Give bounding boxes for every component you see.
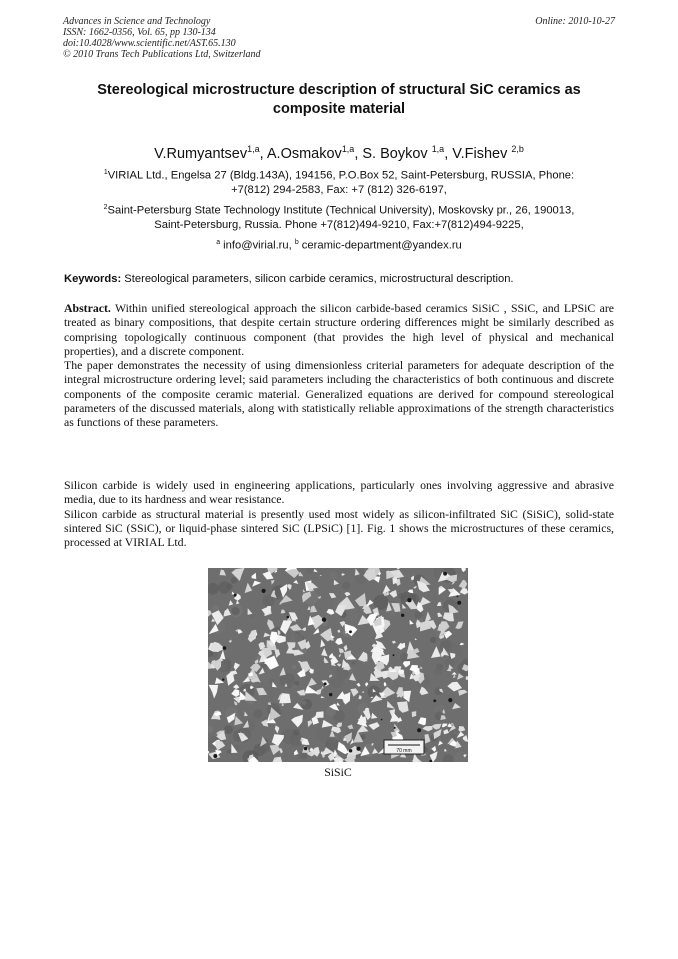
email-mark: a bbox=[216, 239, 221, 246]
pore bbox=[304, 747, 307, 750]
journal-name: Advances in Science and Technology bbox=[63, 16, 211, 27]
affiliation-mark: 1 bbox=[103, 169, 108, 176]
pore bbox=[357, 747, 361, 751]
author-name: S. Boykov bbox=[362, 145, 432, 162]
sic-grain bbox=[218, 581, 230, 593]
affiliation-mark: 2 bbox=[103, 204, 108, 211]
pore bbox=[443, 572, 447, 576]
pore bbox=[457, 595, 459, 597]
pore bbox=[322, 618, 326, 622]
abstract-paragraph: The paper demonstrates the necessity of using dimensionless criterial parameters for adequate description of the integral microstructure ordering level; said parameters including the characteristics of both continuous and discrete components of the composite ceramic material. Generalized equations are derived for compound stereological parameters of the discussed materials, along with statistically reliable approximations of the strength characteristics as functions of these parameters. bbox=[64, 358, 614, 430]
author-affil-mark: 1,a bbox=[431, 144, 445, 154]
sic-grain bbox=[414, 611, 422, 619]
pore bbox=[393, 654, 395, 656]
sic-grain bbox=[252, 717, 257, 722]
paper-title bbox=[64, 81, 614, 119]
introduction bbox=[64, 478, 614, 549]
sic-grain bbox=[231, 607, 240, 616]
micrograph-image bbox=[208, 568, 468, 762]
sic-grain bbox=[430, 637, 436, 643]
body-paragraph: Silicon carbide is widely used in engineering applications, particularly ones involving aggressive and abrasive media, due to its hardness and wear resistance. bbox=[64, 478, 614, 507]
author-affil-mark: 2,b bbox=[511, 144, 524, 154]
abstract-label: Abstract. bbox=[64, 301, 111, 315]
pore bbox=[394, 727, 396, 729]
abstract bbox=[64, 301, 614, 430]
author-list bbox=[64, 140, 614, 163]
sic-grain bbox=[295, 681, 300, 686]
sic-grain bbox=[434, 667, 442, 675]
pore bbox=[457, 601, 461, 605]
keywords bbox=[64, 272, 614, 287]
keywords-label: Keywords: bbox=[64, 273, 122, 285]
journal-header bbox=[63, 16, 615, 60]
issn-line: ISSN: 1662-0356, Vol. 65, pp 130-134 bbox=[63, 27, 216, 38]
pore bbox=[381, 719, 383, 721]
sic-grain bbox=[348, 575, 355, 582]
pore bbox=[234, 594, 237, 597]
keywords-text: Stereological parameters, silicon carbide ceramics, microstructural description. bbox=[121, 273, 514, 285]
sic-grain bbox=[391, 657, 399, 665]
sic-grain bbox=[293, 729, 299, 735]
affiliation-line: +7(812) 294-2583, Fax: +7 (812) 326-6197, bbox=[231, 184, 447, 197]
pore bbox=[213, 754, 217, 758]
email-mark: b bbox=[294, 239, 299, 246]
copyright-line: © 2010 Trans Tech Publications Ltd, Switzerland bbox=[63, 49, 261, 60]
doi-line: doi:10.4028/www.scientific.net/AST.65.130 bbox=[63, 38, 236, 49]
online-date: Online: 2010-10-27 bbox=[535, 16, 615, 27]
pore bbox=[401, 614, 404, 617]
sic-grain bbox=[285, 611, 289, 615]
abstract-text: Within unified stereological approach the silicon carbide-based ceramics SiSiC , SSiC, and LPSiC are treated as binary compositions, that despite certain structure ordering differences might be similarly described as comprising topologically continuous component (that provides the high level of physical and mechanical properties), and a discrete component. bbox=[64, 301, 614, 358]
sic-grain bbox=[329, 571, 337, 579]
author-affil-mark: 1,a bbox=[341, 144, 355, 154]
sic-grain bbox=[316, 727, 330, 741]
micrograph-figure bbox=[208, 568, 468, 762]
scale-bar bbox=[384, 740, 424, 754]
pore bbox=[433, 699, 436, 702]
pore bbox=[407, 598, 411, 602]
silicon-phase-patch bbox=[315, 711, 323, 717]
abstract-paragraph bbox=[64, 301, 614, 358]
pore bbox=[222, 678, 224, 680]
sic-grain bbox=[231, 577, 238, 584]
affiliation-line: VIRIAL Ltd., Engelsa 27 (Bldg.143A), 194156, P.O.Box 52, Saint-Petersburg, RUSSIA, Phone: bbox=[107, 169, 575, 182]
pore bbox=[223, 646, 227, 650]
pore bbox=[324, 682, 327, 685]
title-line-2: composite material bbox=[272, 101, 406, 117]
sic-grain bbox=[323, 665, 338, 680]
sic-grain bbox=[224, 725, 233, 734]
body-paragraph: Silicon carbide as structural material is presently used most widely as silicon-infiltrated SiC (SiSiC), solid-state sintered SiC (SSiC), or liquid-phase sintered SiC (LPSiC) [1]. Fig. 1 shows the microstructures of these ceramics, processed at VIRIAL Ltd. bbox=[64, 506, 614, 550]
scale-bar-label: 70 mm bbox=[396, 748, 412, 754]
author-separator: , bbox=[259, 145, 267, 162]
sic-grain bbox=[352, 661, 356, 665]
pore bbox=[448, 698, 452, 702]
sic-grain bbox=[302, 701, 306, 705]
pore bbox=[329, 693, 332, 696]
affiliation-line: Saint-Petersburg, Russia. Phone +7(812)494-9210, Fax:+7(812)494-9225, bbox=[154, 219, 524, 232]
sic-grain bbox=[292, 665, 297, 670]
author-name: V.Fishev bbox=[452, 145, 512, 162]
pore bbox=[417, 728, 421, 732]
sic-grain bbox=[342, 582, 350, 590]
pore bbox=[349, 749, 352, 752]
sic-grain bbox=[373, 595, 388, 610]
email-line bbox=[64, 236, 614, 253]
pore bbox=[287, 616, 290, 619]
title-line-1: Stereological microstructure description of structural SiC ceramics as bbox=[97, 82, 581, 98]
affiliation-2 bbox=[64, 201, 614, 233]
affiliation-line: Saint-Petersburg State Technology Institute (Technical University), Moskovsky pr., 26, 190013, bbox=[107, 204, 575, 217]
figure-caption: SiSiC bbox=[324, 765, 352, 779]
pore bbox=[349, 630, 352, 633]
affiliation-1 bbox=[64, 166, 614, 198]
pore bbox=[262, 589, 266, 593]
author-separator: , bbox=[354, 145, 363, 162]
email-address: ceramic-department@yandex.ru bbox=[298, 239, 462, 252]
sic-grain bbox=[442, 608, 447, 613]
author-name: V.Rumyantsev bbox=[154, 145, 248, 162]
email-address: info@virial.ru, bbox=[220, 239, 295, 252]
sic-grain bbox=[227, 749, 232, 754]
author-separator: , bbox=[444, 145, 453, 162]
author-name: A.Osmakov bbox=[266, 145, 342, 162]
author-affil-mark: 1,a bbox=[247, 144, 260, 154]
